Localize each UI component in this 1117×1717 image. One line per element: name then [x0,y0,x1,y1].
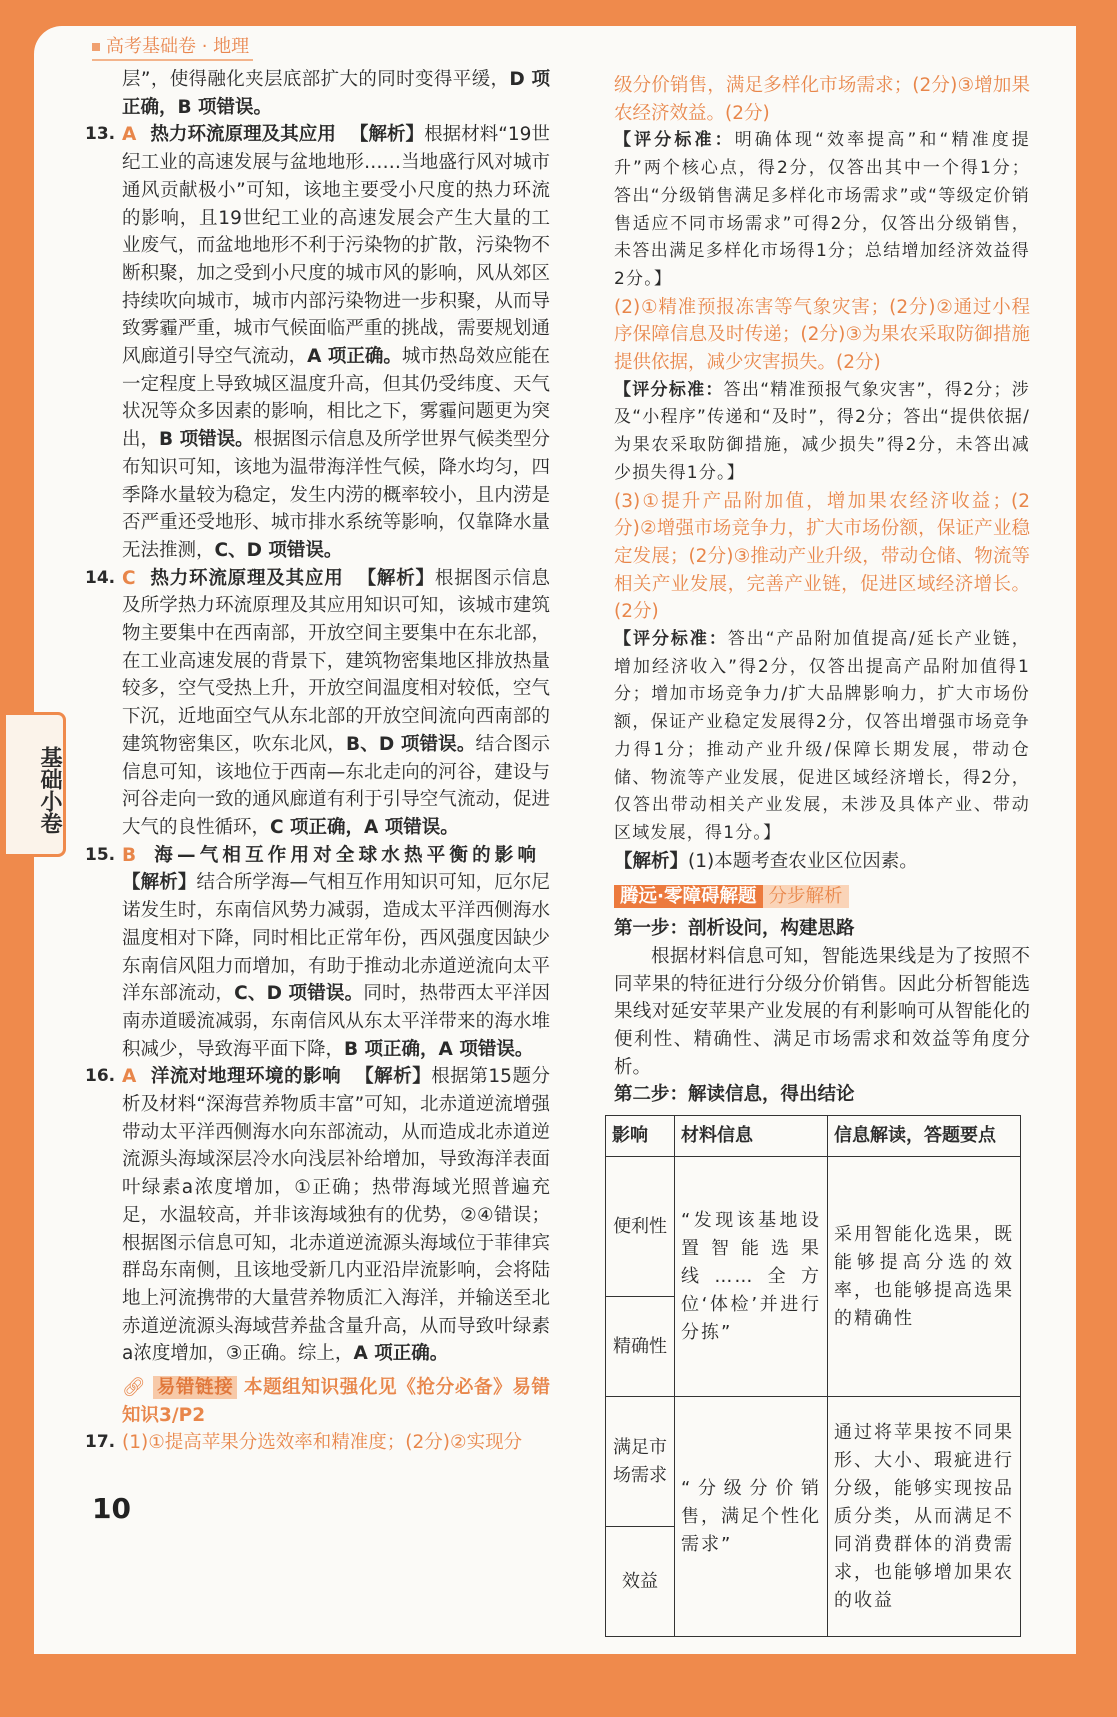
answer-paragraph [85,842,550,1064]
text-segment: 【评分标准： [614,379,724,400]
table-cell-effect: 便利性 [606,1157,675,1297]
text-segment: D 项正确，B 项错误。 [122,69,550,118]
text-segment: A [122,1066,137,1088]
text-segment: 【评分标准： [614,629,728,650]
header-title: 高考基础卷 · 地理 [106,36,250,57]
text-segment: B、D 项错误。 [345,733,476,755]
text-segment: C 项正确，A 项错误。 [270,816,459,838]
text-segment: A 项正确。 [353,1343,449,1365]
step-heading: 第二步：解读信息，得出结论 [614,1084,855,1106]
text-segment: 【解析】 [349,124,425,146]
answer-paragraph [614,127,1030,293]
text-segment: 明确体现“效率提高”和“精准度提升”两个核心点，得2分，仅答出其中一个得1分；答出“分级销售满足多样化市场需求”或“等级定价销售适应不同市场需求”可得2分，仅答出分级销售，未答出满足多样化市场得1分；总结增加经济效益得2分。】 [614,130,1031,289]
text-segment: 【解析】 [355,1066,432,1088]
text-segment: 同时，热带西太平洋因南赤道暖流减弱，东南信风从东太平洋带来的海水堆积减少，导致海平面下降， [122,983,550,1060]
table-cell-effect: 满足市场需求 [606,1397,675,1527]
table-row [606,1157,1021,1297]
step-heading: 第一步：剖析设问，构建思路 [614,918,855,940]
answer-paragraph [614,848,1030,876]
header-marker-icon [92,43,100,51]
table-cell-effect: 效益 [606,1527,675,1637]
text-segment: B 项正确，A 项错误。 [344,1038,534,1060]
text-segment: 级分价销售，满足多样化市场需求；(2分)③增加果农经济效益。(2分) [614,75,1030,124]
error-link-text: 本题组知识强化见《抢分必备》易错知识3/P2 [122,1377,550,1426]
left-column [85,66,550,1526]
question-number: 15. [85,844,116,865]
running-header [92,36,253,61]
text-segment: C、D 项错误。 [214,539,343,561]
link-icon: 🔗︎ [122,1377,153,1399]
error-link-note [122,1374,550,1429]
table-cell-material: “分级分价销售，满足个性化需求” [675,1397,828,1637]
question-number: 17. [85,1432,116,1453]
answer-paragraph [614,488,1030,627]
text-segment: 城市热岛效应能在一定程度上导致城区温度升高，但其仍受纬度、天气状况等众多因素的影响，相比之下，雾霾问题更为突出， [122,346,550,451]
text-segment: (1)本题考查农业区位因素。 [688,850,918,872]
side-tab-label: 基础小卷 [6,712,66,857]
question-number: 16. [85,1066,116,1087]
text-segment: 结合所学海—气相互作用知识可知，厄尔尼诺发生时，东南信风势力减弱，造成太平洋西侧海水温度相对下降，同时相比正常年份，西风强度因缺少东南信风阻力而增加，有助于推动北赤道逆流向太平洋东部流动， [122,872,550,1005]
solution-banner [614,883,849,911]
answer-paragraph [122,66,550,121]
text-segment: 【解析】 [357,567,435,589]
table-cell-interpretation: 采用智能化选果，既能够提高分选的效率，也能够提高选果的精确性 [828,1157,1021,1397]
step-text: 根据材料信息可知，智能选果线是为了按照不同苹果的特征进行分级分价销售。因此分析智能选果线对延安苹果产业发展的有利影响可从智能化的便利性、精确性、满足市场需求和效益等角度分析。 [614,945,1030,1078]
text-segment: 结合图示信息可知，该地位于西南—东北走向的河谷，建设与河谷走向一致的通风廊道有利于引导空气流动，促进大气的良性循环， [122,733,550,838]
table-row [606,1397,1021,1527]
answer-paragraph [85,565,550,842]
question-17 [85,1429,550,1457]
text-segment: 热力环流原理及其应用 [150,124,336,146]
text-segment: 根据第15题分析及材料“深海营养物质丰富”可知，北赤道逆流增强带动太平洋西侧海水向东部流动，从而造成北赤道逆流源头海域深层冷水向浅层补给增加，导致海洋表面叶绿素a浓度增加，①正确；热带海域光照普遍充足，水温较高，并非该海域独有的优势，②④错误；根据图示信息可知，北赤道逆流源头海域位于菲律宾群岛东南侧，且该地受新几内亚沿岸流影响，会将陆地上河流携带的大量营养物质汇入海洋，并输送至北赤道逆流源头海域营养盐含量升高，从而导致叶绿素a浓度增加，③正确。综上， [122,1066,550,1365]
text-segment: B [122,844,137,866]
text-segment: 答出“产品附加值提高/延长产业链，增加经济收入”得2分，仅答出提高产品附加值得1分；增加市场竞争力/扩大品牌影响力，扩大市场份额，保证产业稳定发展得2分，仅答出增强市场竞争力得1分；推动产业升级/保障长期发展，带动仓储、物流等产业发展，促进区域经济增长，得2分，仅答出带动相关产业发展，未涉及具体产业、带动区域发展，得1分。】 [614,629,1031,843]
banner-subtitle: 分步解析 [763,885,849,908]
right-column [614,72,1030,1637]
table-header-row [606,1116,1021,1157]
text-segment: 根据材料“19世纪工业的高速发展与盆地地形……当地盛行风对城市通风贡献极小”可知，该地主要受小尺度的热力环流的影响，且19世纪工业的高速发展会产生大量的工业废气，而盆地地形不利于污染物的扩散，污染物不断积聚，加之受到小尺度的城市风的影响，风从郊区持续吹向城市，城市内部污染物进一步积聚，从而导致雾霾严重，城市气候面临严重的挑战，需要规划通风廊道引导空气流动， [122,124,550,368]
text-segment: (2)①精准预报冻害等气象灾害；(2分)②通过小程序保障信息及时传递；(2分)③为果农采取防御措施提供依据，减少灾害损失。(2分) [614,296,1030,374]
text-segment: A [122,124,137,146]
table-cell-effect: 精确性 [606,1297,675,1397]
text-segment: 【评分标准： [614,130,735,151]
text-segment: 答出“精准预报气象灾害”，得2分；涉及“小程序”传递和“及时”，得2分；答出“提供依据/为果农采取防御措施，减少损失”得2分，未答出减少损失得1分。】 [614,379,1031,483]
text-segment: 洋流对地理环境的影响 [150,1066,342,1088]
question-number: 13. [85,124,116,145]
answer-paragraph [614,626,1030,848]
text-segment: 根据图示信息及所学世界气候类型分布知识可知，该地为温带海洋性气候，降水均匀，四季降水量较为稳定，发生内涝的概率较小，且内涝是否严重还受地形、城市排水系统等影响，仅靠降水量无法推测， [122,429,550,561]
text-segment: 海—气相互作用对全球水热平衡的影响 [150,844,536,866]
text-segment: 【解析】 [614,850,689,872]
answer-paragraph [85,1063,550,1368]
error-link-tag: 易错链接 [153,1376,238,1399]
table-cell-interpretation: 通过将苹果按不同果形、大小、瑕疵进行分级，能够实现按品质分类，从而满足不同消费群体的消费需求，也能够增加果农的收益 [828,1397,1021,1637]
table-cell-material: “发现该基地设置智能选果线……全方位‘体检’并进行分拣” [675,1157,828,1397]
text-segment: B 项错误。 [159,429,254,451]
text-segment: C、D 项错误。 [234,983,364,1005]
question-number: 14. [85,567,116,588]
answer-paragraph [614,377,1030,488]
text-segment: 根据图示信息及所学热力环流原理及其应用知识可知，该城市建筑物主要集中在西南部，开放空间主要集中在东北部，在工业高速发展的背景下，建筑物密集地区排放热量较多，空气受热上升，开放空间温度相对较低，空气下沉，近地面空气从东北部的开放空间流向西南部的建筑物密集区，吹东北风， [122,567,550,755]
page-number: 10 [92,1492,131,1525]
text-segment: (3)①提升产品附加值，增加果农经济收益；(2分)②增强市场竞争力，扩大市场份额，保证产业稳定发展；(2分)③推动产业升级，带动仓储、物流等相关产业发展，完善产业链，促进区域经济增长。(2分) [614,490,1030,623]
text-segment: C [122,567,136,589]
text-segment: 热力环流原理及其应用 [149,567,344,589]
table-header: 影响 [606,1116,675,1157]
text-segment: A 项正确。 [307,346,402,368]
table-header: 信息解读，答题要点 [828,1116,1021,1157]
table-header: 材料信息 [675,1116,828,1157]
answer-text: (1)①提高苹果分选效率和精准度；(2分)②实现分 [122,1432,523,1454]
answer-paragraph [614,72,1030,127]
answer-paragraph [85,121,550,564]
text-segment: 层”，使得融化夹层底部扩大的同时变得平缓， [122,69,510,90]
analysis-table [605,1115,1021,1637]
answer-paragraph [614,294,1030,377]
banner-title: 腾远·零障碍解题 [614,885,763,908]
text-segment: 【解析】 [122,872,197,894]
